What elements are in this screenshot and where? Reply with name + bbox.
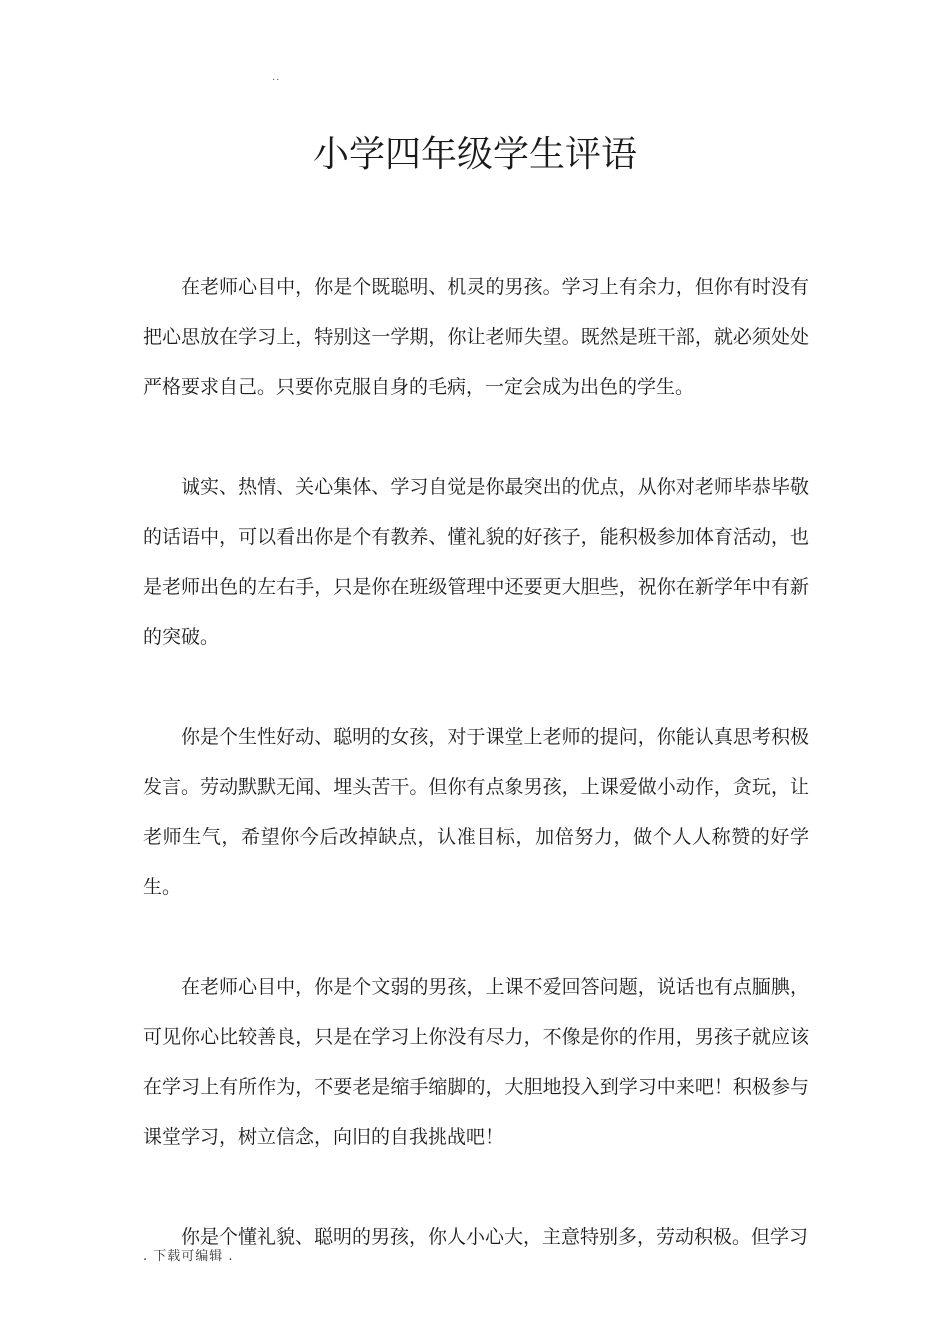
comment-paragraph-3: 你是个生性好动、聪明的女孩，对于课堂上老师的提问，你能认真思考积极发言。劳动默默无闻、埋头苦干。但你有点象男孩，上课爱做小动作，贪玩，让老师生气，希望你今后改掉缺点，认准目标，加倍努力，做个人人称赞的好学生。 bbox=[143, 726, 809, 898]
page-footer: . 下载可编辑 . bbox=[143, 1249, 234, 1264]
page-title: 小学四年级学生评语 bbox=[312, 134, 637, 175]
comment-paragraph-2: 诚实、热情、关心集体、学习自觉是你最突出的优点，从你对老师毕恭毕敬的话语中，可以看出你是个有教养、懂礼貌的好孩子，能积极参加体育活动，也是老师出色的左右手，只是你在班级管理中还要更大胆些，祝你在新学年中有新的突破。 bbox=[143, 476, 809, 648]
header-mark: .. bbox=[272, 72, 281, 83]
document-body bbox=[143, 262, 809, 1312]
comment-paragraph-5: 你是个懂礼貌、聪明的男孩，你人小心大，主意特别多，劳动积极。但学习 bbox=[181, 1226, 809, 1248]
comment-paragraph-1: 在老师心目中，你是个既聪明、机灵的男孩。学习上有余力，但你有时没有把心思放在学习上，特别这一学期，你让老师失望。既然是班干部，就必须处处严格要求自己。只要你克服自身的毛病，一定会成为出色的学生。 bbox=[143, 276, 809, 398]
comment-paragraph-4: 在老师心目中，你是个文弱的男孩，上课不爱回答问题，说话也有点腼腆，可见你心比较善良，只是在学习上你没有尽力，不像是你的作用，男孩子就应该在学习上有所作为，不要老是缩手缩脚的，大胆地投入到学习中来吧！积极参与课堂学习，树立信念，向旧的自我挑战吧！ bbox=[143, 976, 809, 1148]
